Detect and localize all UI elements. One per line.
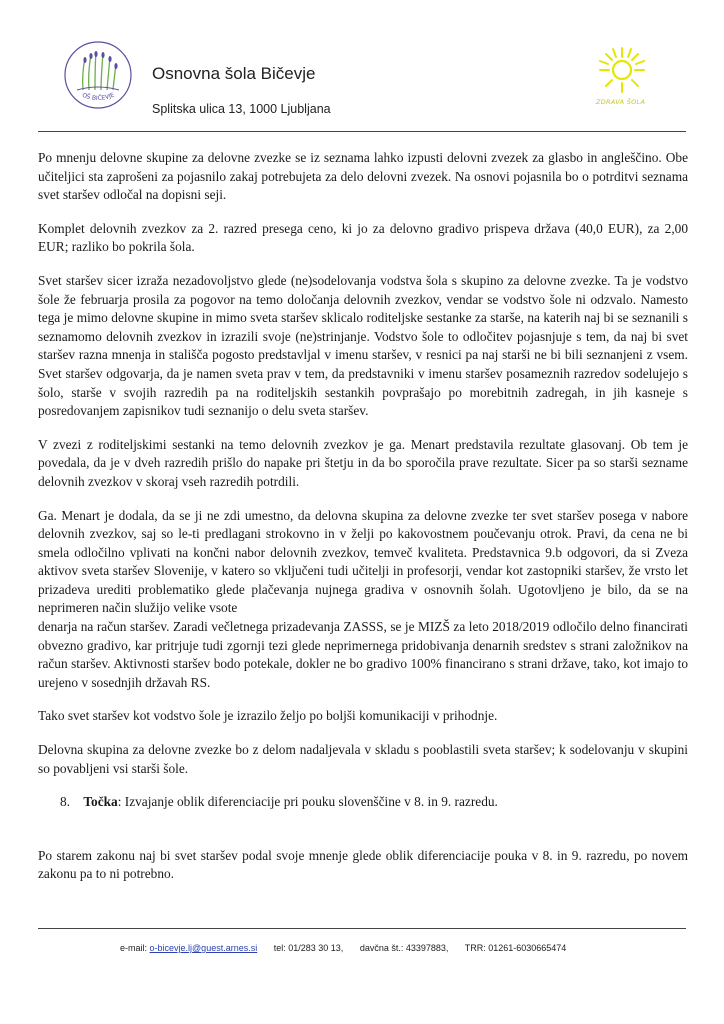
paragraph: Svet staršev sicer izraža nezadovoljstvo glede (ne)sodelovanja vodstva šola s skupino za delovne zvezke. Ta je vodstvo šole že februarja prosila za pogovor na temo določanja delovnih zvezkov, vendar se vodstvo šole ni odzvalo. Namesto tega je mimo delovne skupine in mimo sveta staršev sklicalo roditeljske sestanke za starše, na katerih naj bi se seznanili s seznamomo delovnih zvezkov in izrazili svoje (ne)strinjanje. Vodstvo šole to odločitev pojasnjuje s tem, da naj bi svet staršev razna mnenja in stališča pogosto predstavljal v imenu staršev, v resnici pa naj starši ne bi bili seznanjeni z vsem. Svet staršev odgovarja, da je namen sveta prav v tem, da predstavniki v imenu staršev posameznih razredov sodelujejo s šolo, starše v svojih razredih pa na roditeljskih sestankih povprašajo po morebitnih zadregah, in jih kasneje s posredovanjem zapisnikov tudi seznanijo o delu sveta staršev. [38,272,688,419]
school-name: Osnovna šola Bičevje [152,64,316,83]
school-logo-icon [63,40,133,110]
letterhead [0,0,724,135]
paragraph: Ga. Menart je dodala, da se ji ne zdi umestno, da delovna skupina za delovne zvezke ter svet staršev posega v nabore delovnih zvezkov, saj so le-ti predlagani strokovno in v želji po kakovostnem poučevanju otrok. Pravi, da cena ne bi smela odločilno vplivati na končni nabor delovnih zvezkov, temveč kvaliteta. Predstavnica 9.b odgovori, da si Zveza aktivov sveta staršev Slovenije, v katero so vključeni tudi učitelji in profesorji, vendar kot zastopniki staršev, že vrsto let prizadeva urediti problematiko glede plačevanja nujnega gradiva v osnovnih šolah. Ugotovljeno je bilo, da se na neprimeren način služijo velike vsote [38,507,688,616]
footer [120,943,566,953]
school-address: Splitska ulica 13, 1000 Ljubljana [152,102,331,116]
paragraph: Tako svet staršev kot vodstvo šole je izrazilo željo po boljši komunikaciji v prihodnje. [38,708,498,724]
closing-paragraph: Po starem zakonu naj bi svet staršev podal svoje mnenje glede oblik diferenciacije pouka v 8. in 9. razredu, po novem zakonu pa to ni potrebno. [38,847,688,882]
paragraph: Komplet delovnih zvezkov za 2. razred presega ceno, ki jo za delovno gradivo prispeva država (40,0 EUR), za 2,00 EUR; razliko bo pokrila šola. [38,220,688,255]
paragraph: Po mnenju delovne skupine za delovne zvezke se iz seznama lahko izpusti delovni zvezek za glasbo in angleščino. Obe učiteljici sta zaprošeni za pojasnilo zakaj potrebujeta za delo delovni zvezek. Na osnovi pojasnila bo o potrditvi seznama svet staršev odločal na dopisni seji. [38,150,688,203]
email-link[interactable]: o-bicevje.lj@guest.arnes.si [149,943,258,953]
bank-account: TRR: 01261-6030665474 [464,943,567,953]
paragraph: denarja na račun staršev. Zaradi večletnega prizadevanja ZASSS, se je MIZŠ za leto 2018/2019 odločilo delno financirati obvezno gradivo, kar pritrjuje tudi zgornji tezi glede neprimernega pridobivanja denarnih sredstev s strani založnikov na račun staršev. Aktivnosti staršev bodo potekale, dokler ne bo gradivo 100% financirano s strani države, tako, kot imajo to urejeno v sosednjih državah RS. [38,619,688,690]
agenda-item-text: : Izvajanje oblik diferenciacije pri pouku slovenščine v 8. in 9. razredu. [117,794,498,810]
healthy-school-label: ZDRAVA ŠOLA [596,98,646,106]
email-label: e-mail: [120,943,148,953]
agenda-item [38,793,688,812]
svg-text:OŠ BIČEVJE: OŠ BIČEVJE [81,91,116,103]
header-divider [38,131,686,132]
footer-divider [38,928,686,929]
paragraph: Delovna skupina za delovne zvezke bo z delom nadaljevala v skladu s pooblastili sveta staršev; k sodelovanju v skupini so povabljeni vsi starši šole. [38,742,688,776]
agenda-item-number: 8. [60,794,71,810]
phone-number: tel: 01/283 30 13, [273,943,344,953]
tax-number: davčna št.: 43397883, [359,943,449,953]
document-body [38,149,688,899]
agenda-item-label: Točka [83,794,118,810]
paragraph: V zvezi z roditeljskimi sestanki na temo delovnih zvezkov je ga. Menart predstavila rezultate glasovanj. Ob tem je povedala, da je v dveh razredih prišlo do napake pri štetju in da bo sporočila prave rezultate. Sicer pa so starši sezname delovnih zvezkov v skoraj vseh razredih potrdili. [38,436,688,489]
